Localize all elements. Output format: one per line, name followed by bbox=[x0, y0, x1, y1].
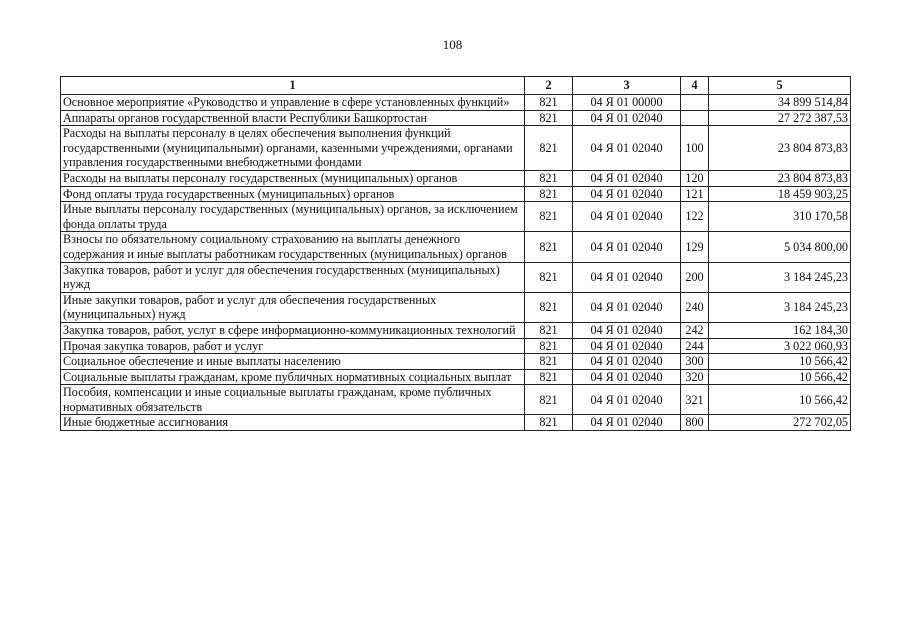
cell-expense-type: 122 bbox=[681, 202, 709, 232]
cell-article: 04 Я 01 02040 bbox=[573, 202, 681, 232]
cell-expense-type: 240 bbox=[681, 292, 709, 322]
table-row bbox=[61, 186, 851, 202]
cell-expense-type: 242 bbox=[681, 322, 709, 338]
cell-amount: 34 899 514,84 bbox=[709, 95, 851, 111]
cell-ministry: 821 bbox=[525, 385, 573, 415]
table-row bbox=[61, 232, 851, 262]
header-article: 3 bbox=[573, 77, 681, 95]
cell-name: Социальное обеспечение и иные выплаты населению bbox=[61, 354, 525, 370]
cell-ministry: 821 bbox=[525, 126, 573, 171]
cell-article: 04 Я 01 02040 bbox=[573, 385, 681, 415]
cell-ministry: 821 bbox=[525, 369, 573, 385]
cell-ministry: 821 bbox=[525, 110, 573, 126]
cell-name: Прочая закупка товаров, работ и услуг bbox=[61, 338, 525, 354]
budget-table bbox=[60, 76, 851, 431]
cell-expense-type: 200 bbox=[681, 262, 709, 292]
cell-ministry: 821 bbox=[525, 262, 573, 292]
cell-ministry: 821 bbox=[525, 354, 573, 370]
cell-amount: 3 184 245,23 bbox=[709, 262, 851, 292]
cell-article: 04 Я 01 02040 bbox=[573, 232, 681, 262]
cell-amount: 10 566,42 bbox=[709, 385, 851, 415]
cell-article: 04 Я 01 02040 bbox=[573, 354, 681, 370]
cell-name: Расходы на выплаты персоналу государственных (муниципальных) органов bbox=[61, 170, 525, 186]
table-row bbox=[61, 369, 851, 385]
cell-name: Фонд оплаты труда государственных (муниципальных) органов bbox=[61, 186, 525, 202]
cell-expense-type bbox=[681, 110, 709, 126]
header-row bbox=[61, 77, 851, 95]
cell-expense-type: 129 bbox=[681, 232, 709, 262]
cell-expense-type: 244 bbox=[681, 338, 709, 354]
cell-name: Иные бюджетные ассигнования bbox=[61, 415, 525, 431]
cell-article: 04 Я 01 02040 bbox=[573, 322, 681, 338]
cell-amount: 310 170,58 bbox=[709, 202, 851, 232]
cell-expense-type: 100 bbox=[681, 126, 709, 171]
cell-amount: 3 184 245,23 bbox=[709, 292, 851, 322]
cell-ministry: 821 bbox=[525, 338, 573, 354]
cell-name: Расходы на выплаты персоналу в целях обеспечения выполнения функций государственными (муниципальными) органами, казенными учреждениями, органами управления государственными внебюджетными фондами bbox=[61, 126, 525, 171]
cell-expense-type: 120 bbox=[681, 170, 709, 186]
cell-article: 04 Я 01 02040 bbox=[573, 186, 681, 202]
cell-expense-type bbox=[681, 95, 709, 111]
cell-amount: 27 272 387,53 bbox=[709, 110, 851, 126]
cell-amount: 23 804 873,83 bbox=[709, 126, 851, 171]
cell-ministry: 821 bbox=[525, 202, 573, 232]
cell-article: 04 Я 01 02040 bbox=[573, 369, 681, 385]
table-row bbox=[61, 354, 851, 370]
cell-ministry: 821 bbox=[525, 186, 573, 202]
cell-name: Закупка товаров, работ, услуг в сфере информационно-коммуникационных технологий bbox=[61, 322, 525, 338]
table-row bbox=[61, 322, 851, 338]
cell-ministry: 821 bbox=[525, 292, 573, 322]
cell-ministry: 821 bbox=[525, 232, 573, 262]
table-row bbox=[61, 415, 851, 431]
cell-article: 04 Я 01 02040 bbox=[573, 170, 681, 186]
cell-name: Иные выплаты персоналу государственных (муниципальных) органов, за исключением фонда оплаты труда bbox=[61, 202, 525, 232]
table-row bbox=[61, 338, 851, 354]
cell-article: 04 Я 01 00000 bbox=[573, 95, 681, 111]
cell-name: Основное мероприятие «Руководство и управление в сфере установленных функций» bbox=[61, 95, 525, 111]
table-row bbox=[61, 170, 851, 186]
table-row bbox=[61, 110, 851, 126]
cell-article: 04 Я 01 02040 bbox=[573, 292, 681, 322]
cell-article: 04 Я 01 02040 bbox=[573, 262, 681, 292]
cell-amount: 23 804 873,83 bbox=[709, 170, 851, 186]
cell-name: Иные закупки товаров, работ и услуг для обеспечения государственных (муниципальных) нужд bbox=[61, 292, 525, 322]
cell-expense-type: 121 bbox=[681, 186, 709, 202]
cell-article: 04 Я 01 02040 bbox=[573, 126, 681, 171]
cell-name: Закупка товаров, работ и услуг для обеспечения государственных (муниципальных) нужд bbox=[61, 262, 525, 292]
cell-expense-type: 300 bbox=[681, 354, 709, 370]
cell-amount: 10 566,42 bbox=[709, 354, 851, 370]
page-number: 108 bbox=[442, 37, 463, 52]
cell-article: 04 Я 01 02040 bbox=[573, 338, 681, 354]
cell-name: Взносы по обязательному социальному страхованию на выплаты денежного содержания и иные выплаты работникам государственных (муниципальных) органов bbox=[61, 232, 525, 262]
table-row bbox=[61, 292, 851, 322]
cell-article: 04 Я 01 02040 bbox=[573, 110, 681, 126]
cell-ministry: 821 bbox=[525, 322, 573, 338]
cell-expense-type: 320 bbox=[681, 369, 709, 385]
cell-article: 04 Я 01 02040 bbox=[573, 415, 681, 431]
cell-amount: 5 034 800,00 bbox=[709, 232, 851, 262]
cell-ministry: 821 bbox=[525, 415, 573, 431]
table-row bbox=[61, 126, 851, 171]
cell-amount: 162 184,30 bbox=[709, 322, 851, 338]
cell-amount: 10 566,42 bbox=[709, 369, 851, 385]
cell-amount: 3 022 060,93 bbox=[709, 338, 851, 354]
header-name: 1 bbox=[61, 77, 525, 95]
cell-expense-type: 321 bbox=[681, 385, 709, 415]
table-row bbox=[61, 262, 851, 292]
cell-ministry: 821 bbox=[525, 95, 573, 111]
table-row bbox=[61, 202, 851, 232]
cell-ministry: 821 bbox=[525, 170, 573, 186]
table-row bbox=[61, 95, 851, 111]
header-type: 4 bbox=[681, 77, 709, 95]
cell-name: Аппараты органов государственной власти Республики Башкортостан bbox=[61, 110, 525, 126]
cell-expense-type: 800 bbox=[681, 415, 709, 431]
cell-amount: 18 459 903,25 bbox=[709, 186, 851, 202]
header-ministry: 2 bbox=[525, 77, 573, 95]
cell-name: Социальные выплаты гражданам, кроме публичных нормативных социальных выплат bbox=[61, 369, 525, 385]
header-amount: 5 bbox=[709, 77, 851, 95]
cell-name: Пособия, компенсации и иные социальные выплаты гражданам, кроме публичных нормативных обязательств bbox=[61, 385, 525, 415]
table-row bbox=[61, 385, 851, 415]
cell-amount: 272 702,05 bbox=[709, 415, 851, 431]
